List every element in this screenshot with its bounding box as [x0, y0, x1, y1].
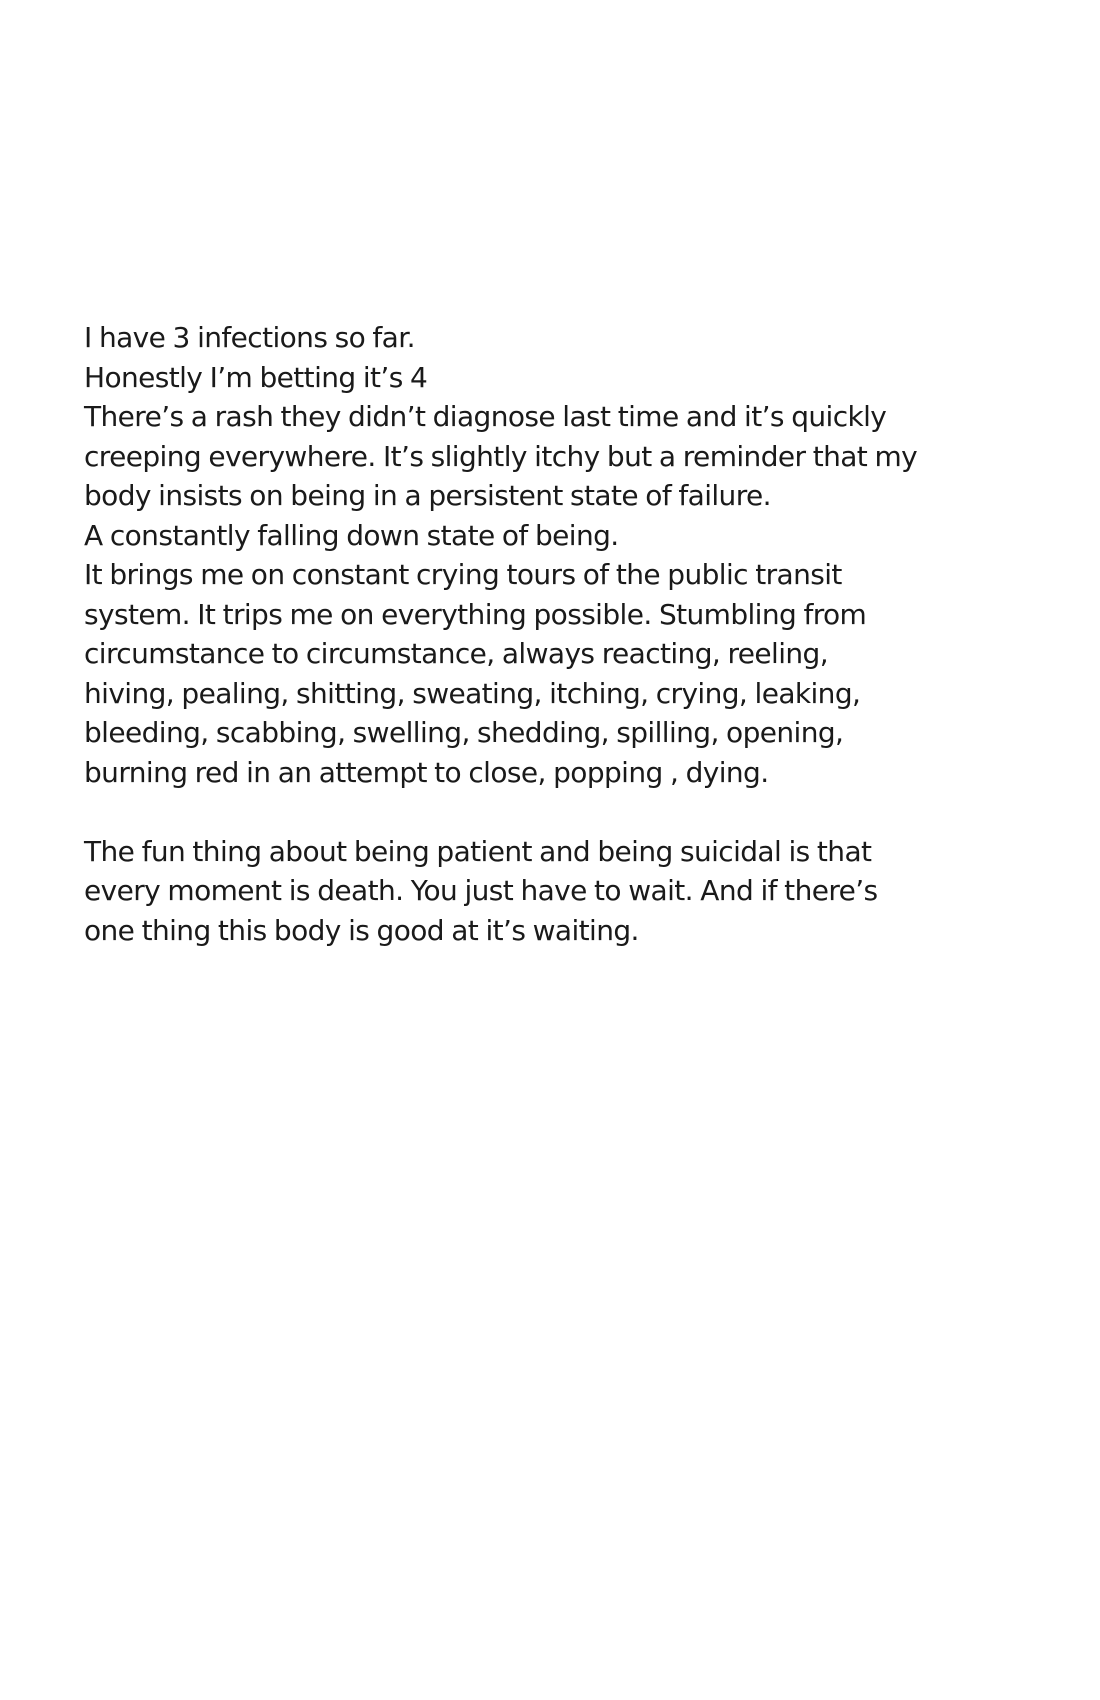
- text-line: I have 3 infections so far.: [84, 321, 415, 354]
- text-line: Honestly I’m betting it’s 4: [84, 360, 428, 394]
- document-body: [84, 318, 1064, 950]
- paragraph-2: [84, 832, 1064, 951]
- text-line: burning red in an attempt to close, popping , dying.: [84, 755, 769, 789]
- text-line: A constantly falling down state of being.: [84, 518, 619, 552]
- text-line: circumstance to circumstance, always reacting, reeling,: [84, 637, 829, 670]
- text-line: It brings me on constant crying tours of the public transit: [84, 558, 842, 591]
- paragraph-1: [84, 318, 1064, 792]
- text-line: body insists on being in a persistent state of failure.: [84, 479, 771, 512]
- text-line: bleeding, scabbing, swelling, shedding, spilling, opening,: [84, 716, 844, 749]
- text-line: The fun thing about being patient and being suicidal is that: [84, 834, 872, 868]
- text-line: hiving, pealing, shitting, sweating, itching, crying, leaking,: [84, 676, 861, 710]
- text-line: every moment is death. You just have to wait. And if there’s: [84, 874, 878, 907]
- paragraph-gap: [84, 792, 1064, 832]
- text-line: There’s a rash they didn’t diagnose last time and it’s quickly: [84, 400, 887, 433]
- text-line: system. It trips me on everything possible. Stumbling from: [84, 597, 867, 631]
- text-line: creeping everywhere. It’s slightly itchy but a reminder that my: [84, 439, 918, 473]
- text-line: one thing this body is good at it’s waiting.: [84, 913, 639, 947]
